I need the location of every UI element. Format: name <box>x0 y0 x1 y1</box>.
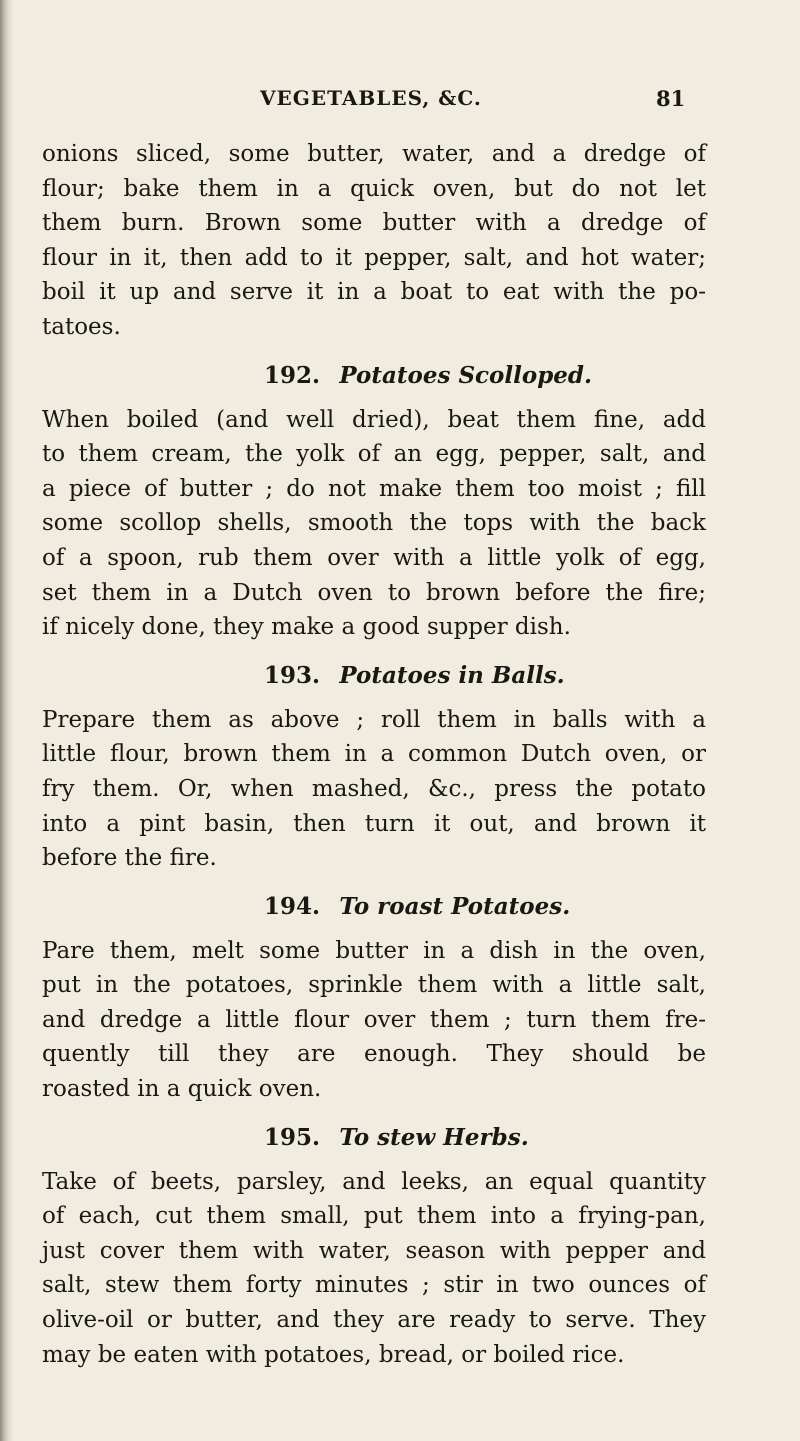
text-line: before the fire. <box>42 845 217 872</box>
text-line: may be eaten with potatoes, bread, or boiled rice. <box>42 1341 625 1368</box>
text-line: olive-oil or butter, and they are ready to serve. They <box>42 1307 706 1334</box>
recipe-paragraph-194 <box>42 934 706 1107</box>
text-line: them burn. Brown some butter with a dredge of <box>42 210 706 237</box>
text-line: little flour, brown them in a common Dutch oven, or <box>42 741 706 768</box>
text-line: if nicely done, they make a good supper dish. <box>42 614 571 641</box>
recipe-number: 193. <box>264 661 321 689</box>
recipe-paragraph-192 <box>42 403 706 645</box>
recipe-number: 194. <box>264 892 321 920</box>
recipe-heading-195 <box>42 1121 706 1155</box>
text-line: and dredge a little flour over them ; turn them fre- <box>42 1006 706 1033</box>
text-line: some scollop shells, smooth the tops with the back <box>42 510 706 537</box>
text-line: boil it up and serve it in a boat to eat with the po- <box>42 279 706 306</box>
text-line: into a pint basin, then turn it out, and brown it <box>42 810 706 837</box>
recipe-heading-194 <box>42 890 706 924</box>
recipe-title: Potatoes in Balls. <box>339 661 565 689</box>
text-line: quently till they are enough. They should be <box>42 1041 706 1068</box>
text-line: flour in it, then add to it pepper, salt, and hot water; <box>42 244 706 271</box>
text-line: salt, stew them forty minutes ; stir in two ounces of <box>42 1272 706 1299</box>
recipe-heading-192 <box>42 359 706 393</box>
text-line: onions sliced, some butter, water, and a dredge of <box>42 141 706 167</box>
text-line: tatoes. <box>42 313 121 340</box>
recipe-title: Potatoes Scolloped. <box>339 361 593 389</box>
text-line: Prepare them as above ; roll them in balls with a <box>42 706 706 733</box>
text-line: set them in a Dutch oven to brown before the fire; <box>42 579 706 606</box>
page-edge-shadow <box>0 0 14 1441</box>
text-line: Pare them, melt some butter in a dish in the oven, <box>42 937 706 964</box>
text-line: of a spoon, rub them over with a little yolk of egg, <box>42 544 706 571</box>
text-line: just cover them with water, season with pepper and <box>42 1237 706 1264</box>
text-line: of each, cut them small, put them into a frying-pan, <box>42 1203 706 1230</box>
recipe-paragraph-193 <box>42 703 706 876</box>
text-line: a piece of butter ; do not make them too moist ; fill <box>42 475 706 502</box>
text-line: put in the potatoes, sprinkle them with a little salt, <box>42 972 706 999</box>
text-line: fry them. Or, when mashed, &c., press the potato <box>42 775 706 802</box>
recipe-paragraph-195 <box>42 1165 706 1373</box>
text-line: roasted in a quick oven. <box>42 1076 322 1103</box>
page-body <box>42 137 706 1372</box>
page-header <box>0 86 800 120</box>
text-line: Take of beets, parsley, and leeks, an equal quantity <box>42 1168 706 1195</box>
recipe-heading-193 <box>42 659 706 693</box>
recipe-title: To roast Potatoes. <box>339 892 571 920</box>
recipe-number: 195. <box>264 1123 321 1151</box>
text-line: When boiled (and well dried), beat them fine, add <box>42 406 706 433</box>
running-head: VEGETABLES, &C. <box>260 86 482 110</box>
text-line: flour; bake them in a quick oven, but do not let <box>42 175 706 202</box>
intro-paragraph <box>42 137 706 345</box>
recipe-number: 192. <box>264 361 321 389</box>
page-number: 81 <box>656 86 686 111</box>
recipe-title: To stew Herbs. <box>339 1123 529 1151</box>
text-line: to them cream, the yolk of an egg, pepper, salt, and <box>42 441 706 468</box>
